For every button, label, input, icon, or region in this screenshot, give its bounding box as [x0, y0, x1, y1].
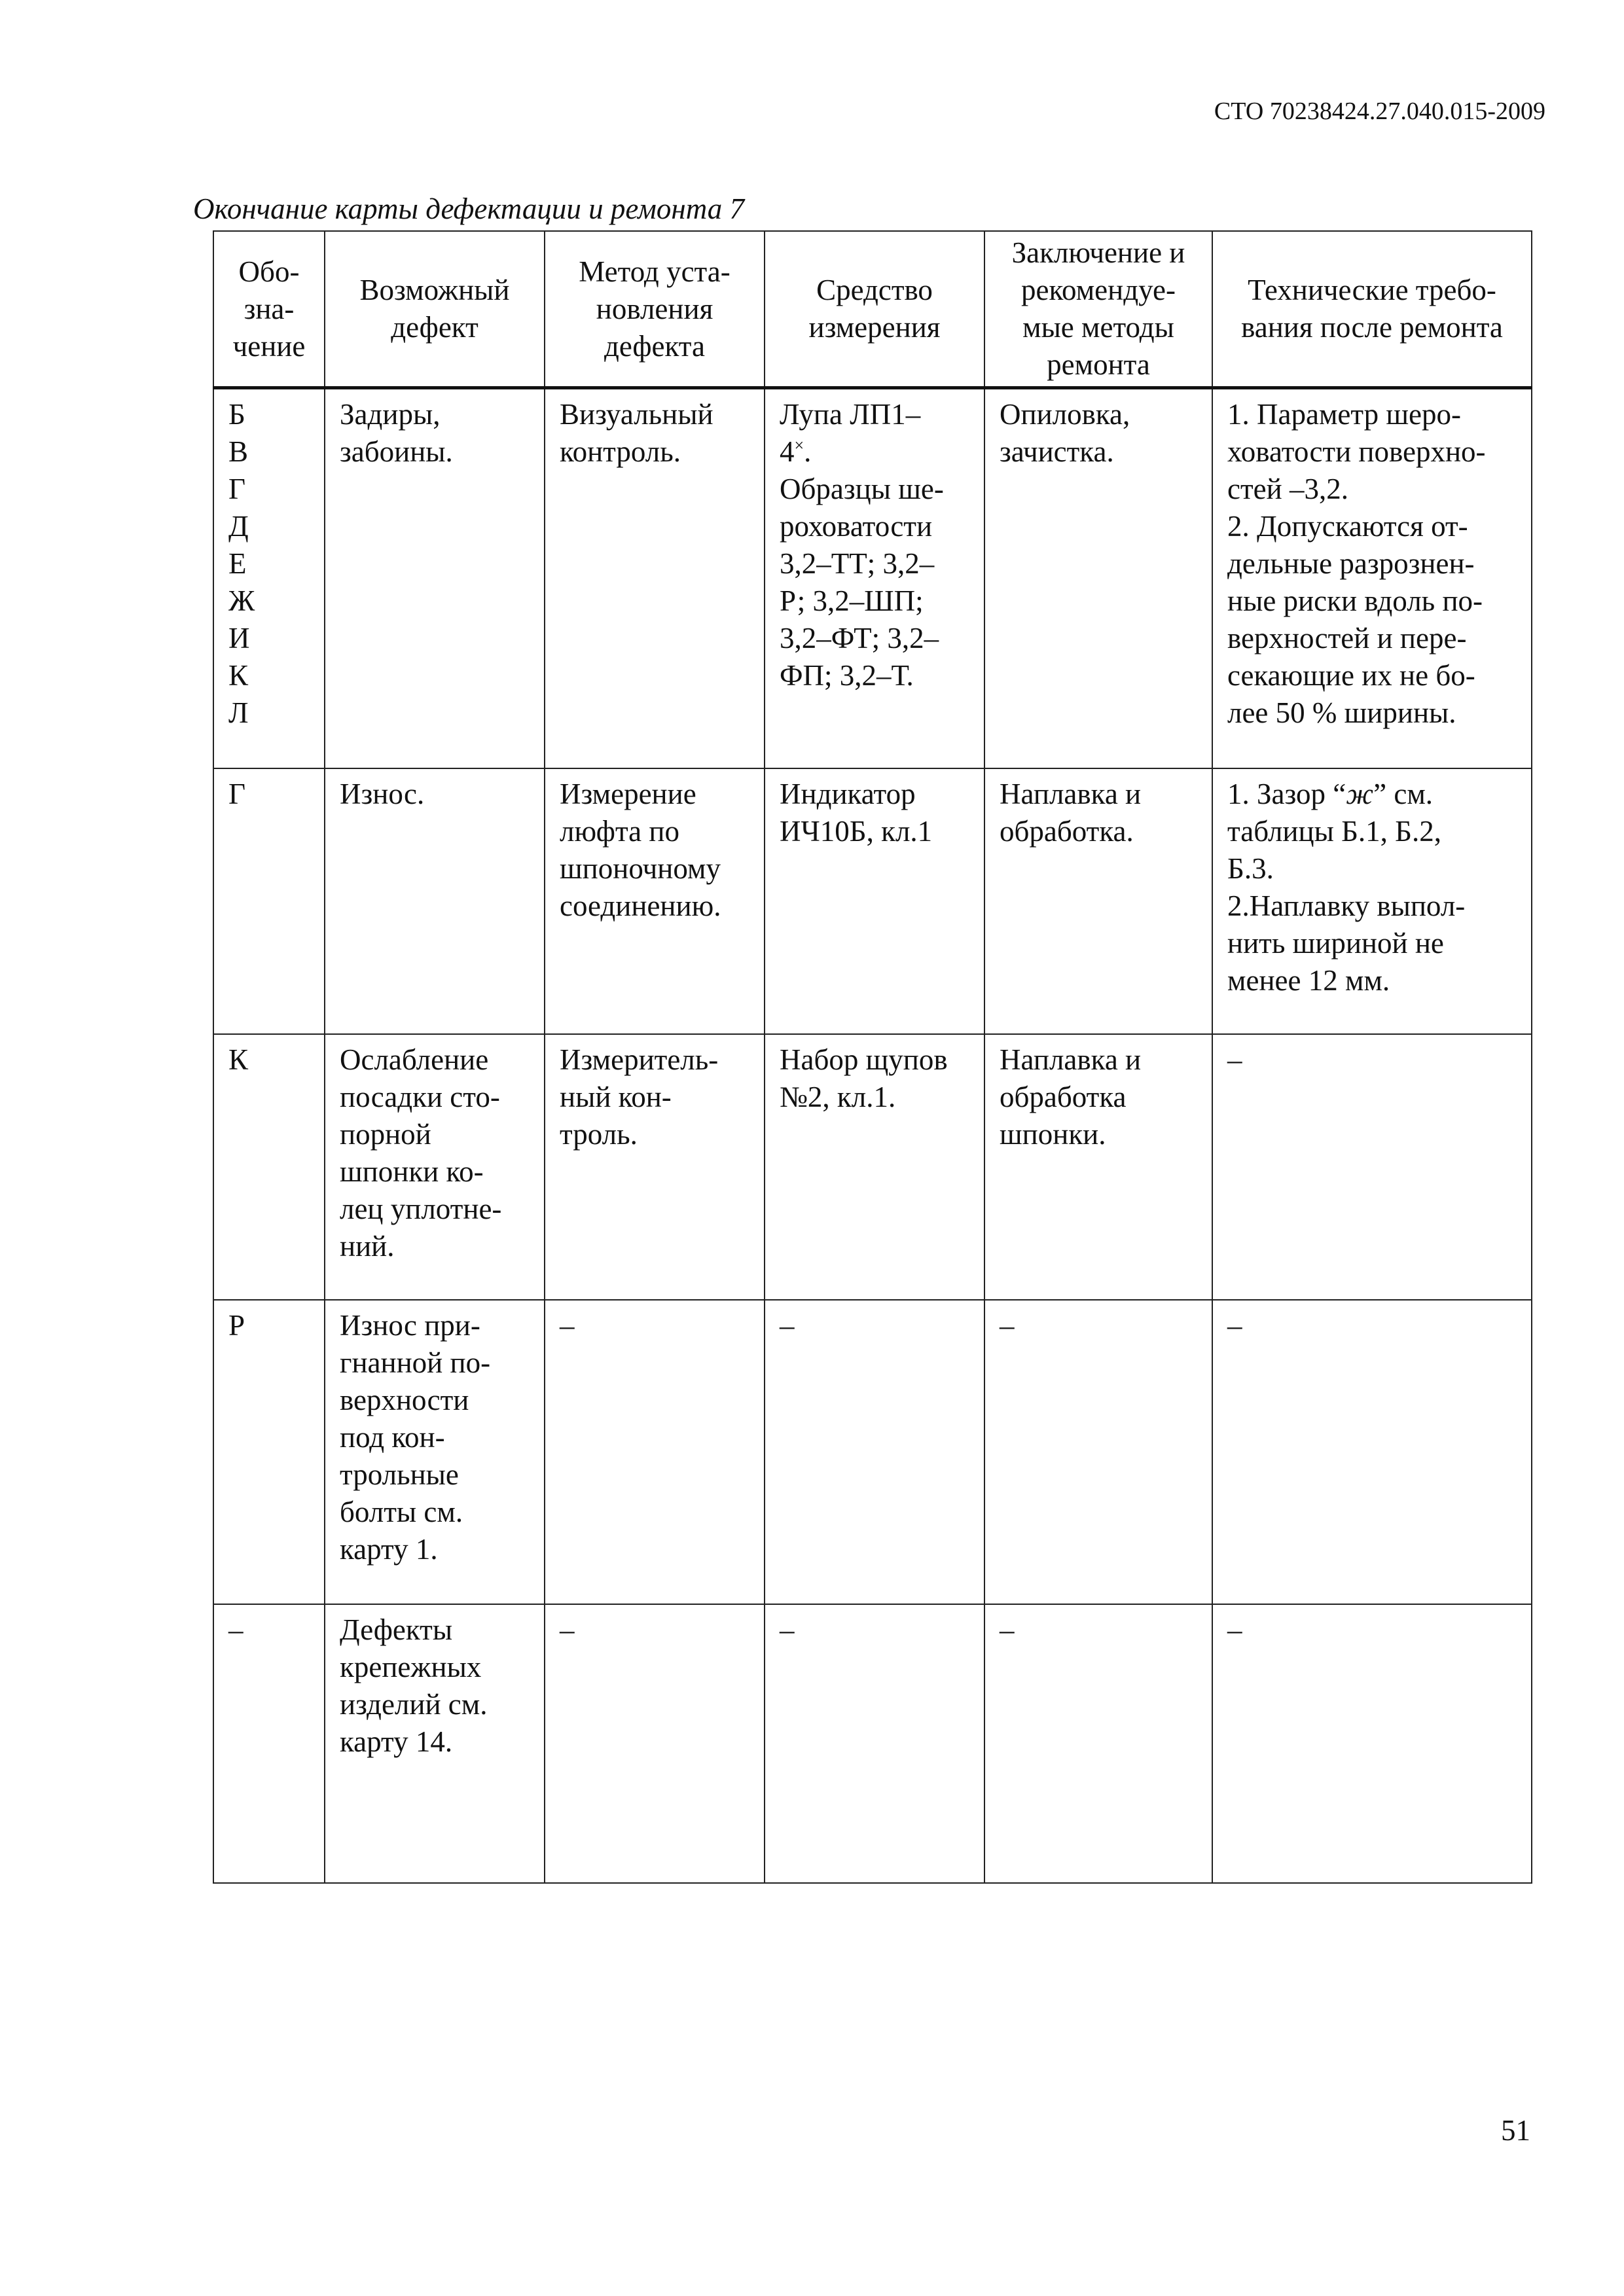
magnification-superscript: ×: [794, 436, 804, 455]
cell-repair: Наплавка и обработка.: [984, 768, 1212, 1034]
table-caption: Окончание карты дефектации и ремонта 7: [193, 192, 745, 225]
cell-designation: К: [213, 1034, 325, 1300]
col-header-method: Метод уста- новления дефекта: [545, 231, 765, 388]
cell-requirements: [1212, 768, 1532, 1034]
cell-tool: Индикатор ИЧ10Б, кл.1: [765, 768, 984, 1034]
cell-method: Визуальный контроль.: [545, 388, 765, 768]
cell-designation: –: [213, 1604, 325, 1883]
col-header-defect: Возможный дефект: [325, 231, 545, 388]
cell-tool: –: [765, 1604, 984, 1883]
document-code: СТО 70238424.27.040.015-2009: [1214, 98, 1545, 125]
table-row: [213, 388, 1532, 768]
cell-designation: Б В Г Д Е Ж И К Л: [213, 388, 325, 768]
cell-method: –: [545, 1300, 765, 1604]
cell-requirements: –: [1212, 1604, 1532, 1883]
cell-repair: Опиловка, зачистка.: [984, 388, 1212, 768]
page-number: 51: [1501, 2114, 1530, 2147]
cell-method: Измеритель- ный кон- троль.: [545, 1034, 765, 1300]
table-header-row: [213, 231, 1532, 388]
cell-designation: Р: [213, 1300, 325, 1604]
gap-symbol: ж: [1346, 777, 1374, 810]
cell-repair: –: [984, 1604, 1212, 1883]
cell-tool: –: [765, 1300, 984, 1604]
col-header-repair: Заключение и рекомендуе- мые методы ремонта: [984, 231, 1212, 388]
col-header-requirements: Технические требо- вания после ремонта: [1212, 231, 1532, 388]
cell-tool: [765, 388, 984, 768]
cell-requirements: –: [1212, 1034, 1532, 1300]
cell-repair: –: [984, 1300, 1212, 1604]
table-row: [213, 768, 1532, 1034]
table-row: [213, 1604, 1532, 1883]
defect-table: [213, 230, 1532, 1884]
req-text-start: 1. Зазор “: [1227, 777, 1346, 810]
cell-method: –: [545, 1604, 765, 1883]
cell-defect: Дефекты крепежных изделий см. карту 14.: [325, 1604, 545, 1883]
cell-defect: Износ.: [325, 768, 545, 1034]
cell-defect: Износ при- гнанной по- верхности под кон- трольные болты см. карту 1.: [325, 1300, 545, 1604]
cell-method: Измерение люфта по шпоночному соединению.: [545, 768, 765, 1034]
tool-text-start: Лупа ЛП1– 4: [780, 398, 921, 468]
col-header-designation: Обо- зна- чение: [213, 231, 325, 388]
cell-requirements: –: [1212, 1300, 1532, 1604]
cell-tool: Набор щупов №2, кл.1.: [765, 1034, 984, 1300]
cell-defect: Задиры, забоины.: [325, 388, 545, 768]
col-header-tool: Средство измерения: [765, 231, 984, 388]
tool-text-rest: . Образцы ше- роховатости 3,2–ТТ; 3,2– Р; 3,2–ШП; 3,2–ФТ; 3,2– ФП; 3,2–Т.: [780, 435, 944, 692]
cell-designation: Г: [213, 768, 325, 1034]
cell-defect: Ослабление посадки сто- порной шпонки ко- лец уплотне- ний.: [325, 1034, 545, 1300]
table-row: [213, 1300, 1532, 1604]
cell-repair: Наплавка и обработка шпонки.: [984, 1034, 1212, 1300]
cell-requirements: 1. Параметр шеро- ховатости поверхно- стей –3,2. 2. Допускаются от- дельные разрознен- ные риски вдоль по- верхностей и пере- секающие их не бо- лее 50 % ширины.: [1212, 388, 1532, 768]
table-row: [213, 1034, 1532, 1300]
req-text-rest: ” см. таблицы Б.1, Б.2, Б.3. 2.Наплавку выпол- нить шириной не менее 12 мм.: [1227, 777, 1466, 997]
